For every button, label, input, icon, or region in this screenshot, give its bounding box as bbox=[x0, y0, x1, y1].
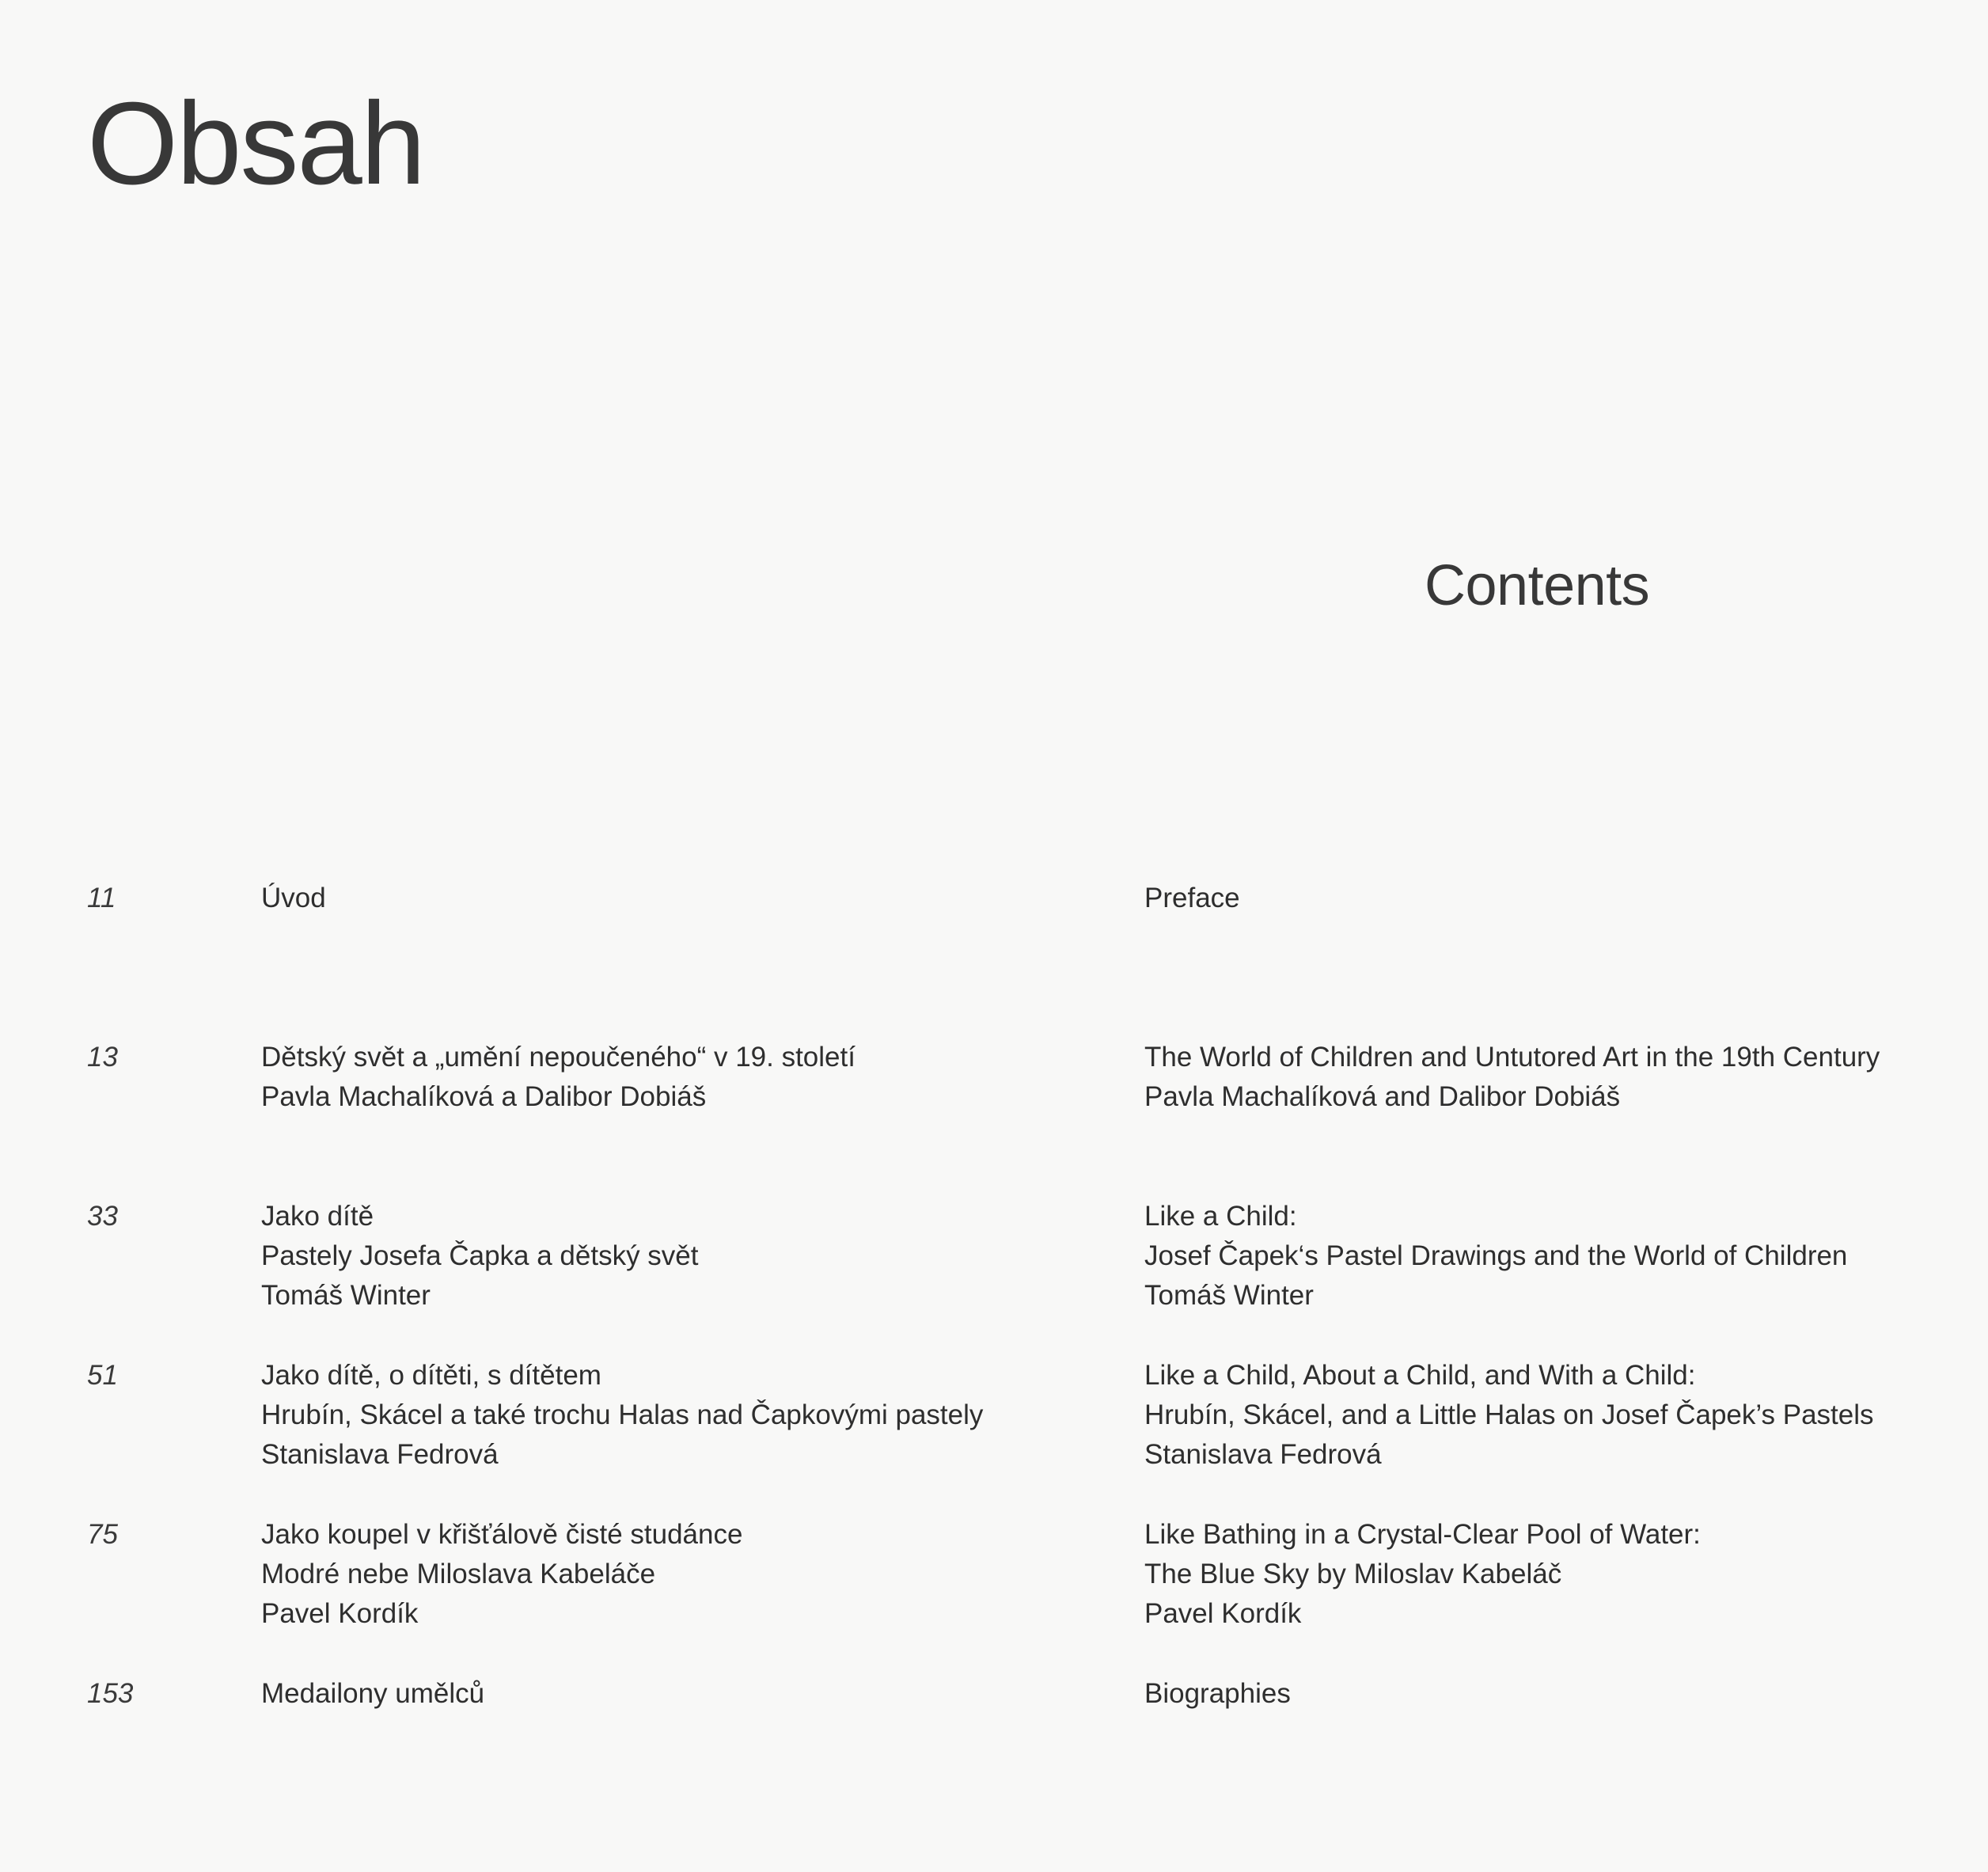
czech-entry bbox=[261, 879, 1053, 918]
czech-authors: Pavla Machalíková a Dalibor Dobiáš bbox=[261, 1081, 707, 1112]
toc-entry-biographies bbox=[0, 1674, 1988, 1722]
czech-title: Jako dítě bbox=[261, 1201, 374, 1232]
english-authors: Stanislava Fedrová bbox=[1144, 1439, 1382, 1470]
english-title: Like a Child: bbox=[1144, 1201, 1297, 1232]
toc-entry-world-of-children bbox=[0, 1038, 1988, 1197]
english-title: Like Bathing in a Crystal-Clear Pool of Water: bbox=[1144, 1519, 1701, 1550]
english-entry bbox=[1144, 1515, 1983, 1634]
english-authors: Pavel Kordík bbox=[1144, 1598, 1302, 1629]
toc-entry-about-a-child bbox=[0, 1356, 1988, 1515]
czech-subtitle: Pastely Josefa Čapka a dětský svět bbox=[261, 1240, 699, 1271]
english-authors: Pavla Machalíková and Dalibor Dobiáš bbox=[1144, 1081, 1621, 1112]
page-number: 33 bbox=[87, 1201, 118, 1232]
english-title: The World of Children and Untutored Art in the 19th Century bbox=[1144, 1042, 1880, 1073]
toc-entry-preface bbox=[0, 879, 1988, 1038]
english-authors: Tomáš Winter bbox=[1144, 1280, 1314, 1311]
page-number: 11 bbox=[87, 883, 116, 913]
table-of-contents bbox=[0, 879, 1988, 1722]
english-title: Like a Child, About a Child, and With a Child: bbox=[1144, 1360, 1696, 1391]
czech-authors: Tomáš Winter bbox=[261, 1280, 431, 1311]
czech-title: Dětský svět a „umění nepoučeného“ v 19. století bbox=[261, 1042, 856, 1073]
czech-subtitle: Modré nebe Miloslava Kabeláče bbox=[261, 1559, 656, 1589]
english-subtitle: Hrubín, Skácel, and a Little Halas on Josef Čapek’s Pastels bbox=[1144, 1399, 1874, 1430]
english-subtitle: Josef Čapek‘s Pastel Drawings and the World of Children bbox=[1144, 1240, 1848, 1271]
english-title: Preface bbox=[1144, 883, 1240, 913]
english-entry bbox=[1144, 1356, 1983, 1475]
page-number: 153 bbox=[87, 1678, 134, 1709]
english-entry bbox=[1144, 1197, 1983, 1316]
czech-entry bbox=[261, 1515, 1053, 1634]
page-title-english: Contents bbox=[1425, 554, 1650, 617]
page-number: 51 bbox=[87, 1360, 118, 1391]
czech-entry bbox=[261, 1674, 1053, 1714]
english-title: Biographies bbox=[1144, 1678, 1291, 1709]
czech-title: Jako dítě, o dítěti, s dítětem bbox=[261, 1360, 601, 1391]
czech-title: Úvod bbox=[261, 883, 326, 913]
page-number: 13 bbox=[87, 1042, 118, 1073]
toc-entry-crystal-clear bbox=[0, 1515, 1988, 1674]
english-subtitle: The Blue Sky by Miloslav Kabeláč bbox=[1144, 1559, 1562, 1589]
czech-authors: Pavel Kordík bbox=[261, 1598, 419, 1629]
czech-entry bbox=[261, 1356, 1053, 1475]
czech-title: Jako koupel v křišťálově čisté studánce bbox=[261, 1519, 743, 1550]
page-number: 75 bbox=[87, 1519, 118, 1550]
czech-entry bbox=[261, 1197, 1053, 1316]
czech-entry bbox=[261, 1038, 1053, 1117]
toc-entry-like-a-child bbox=[0, 1197, 1988, 1356]
czech-subtitle: Hrubín, Skácel a také trochu Halas nad Čapkovými pastely bbox=[261, 1399, 984, 1430]
czech-title: Medailony umělců bbox=[261, 1678, 485, 1709]
english-entry bbox=[1144, 879, 1983, 918]
english-entry bbox=[1144, 1674, 1983, 1714]
czech-authors: Stanislava Fedrová bbox=[261, 1439, 499, 1470]
english-entry bbox=[1144, 1038, 1983, 1117]
page-title-czech: Obsah bbox=[87, 78, 425, 209]
